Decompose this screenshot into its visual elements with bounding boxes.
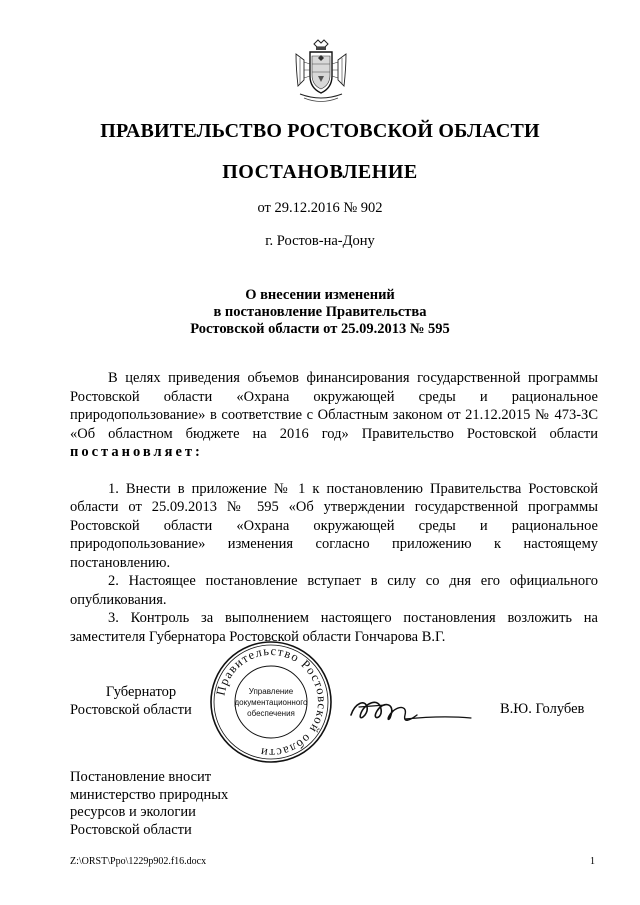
decree-word: постановляет: — [70, 444, 203, 460]
note-line: Ростовской области — [70, 821, 192, 838]
document-date-number: от 29.12.2016 № 902 — [257, 200, 383, 216]
note-line: Постановление вносит — [70, 769, 212, 785]
subject-line: в постановление Правительства — [213, 304, 427, 320]
signatory-name: В.Ю. Голубев — [500, 701, 585, 717]
document-body — [70, 369, 598, 646]
signatory-title — [70, 683, 220, 719]
note-line: ресурсов и экологии — [70, 804, 196, 820]
seal-center-text: Управление — [248, 687, 294, 696]
preamble-paragraph — [70, 369, 598, 462]
signatory-position: Губернатор — [105, 684, 177, 700]
subject-line: О внесении изменений — [245, 287, 395, 303]
page-number: 1 — [590, 856, 595, 867]
official-seal — [207, 638, 335, 766]
coat-of-arms-icon — [292, 38, 350, 106]
signatory-region: Ростовской области — [70, 702, 192, 718]
subject-line: Ростовской области от 25.09.2013 № 595 — [190, 321, 450, 337]
document-type: ПОСТАНОВЛЕНИЕ — [222, 161, 418, 183]
preamble-text: В целях приведения объемов финансирования государственной программы Ростовской области «Охрана окружающей среды и рациональное природопользование» в соответствие с Областным законом от 21.12.2015 № 473-ЗС «Об областном бюджете на 2016 год» Правительство Ростовской области — [70, 370, 598, 442]
seal-center-text: документационного — [234, 698, 308, 707]
document-place: г. Ростов-на-Дону — [265, 233, 375, 249]
clause-paragraph: 3. Контроль за выполнением настоящего постановления возложить на заместителя Губернатора Ростовской области Гончарова В.Г. — [70, 610, 598, 645]
document-subject — [0, 287, 640, 338]
file-path: Z:\ORST\Ppo\1229p902.f16.docx — [70, 856, 207, 867]
note-line: министерство природных — [70, 786, 229, 803]
seal-ring-text: Правительство Ростовской области — [213, 643, 330, 761]
submitted-by-note — [70, 769, 310, 839]
clause-paragraph: 1. Внести в приложение № 1 к постановлению Правительства Ростовской области от 25.09.2013 № 595 «Об утверждении государственной программы Ростовской области «Охрана окружающей среды и рациональное природопользование» изменения согласно приложению к настоящему постановлению. — [70, 480, 598, 571]
seal-center-text: обеспечения — [247, 709, 295, 718]
clause-paragraph: 2. Настоящее постановление вступает в силу со дня его официального опубликования. — [70, 573, 598, 608]
organization-title: ПРАВИТЕЛЬСТВО РОСТОВСКОЙ ОБЛАСТИ — [100, 120, 540, 142]
handwritten-signature — [345, 685, 475, 735]
